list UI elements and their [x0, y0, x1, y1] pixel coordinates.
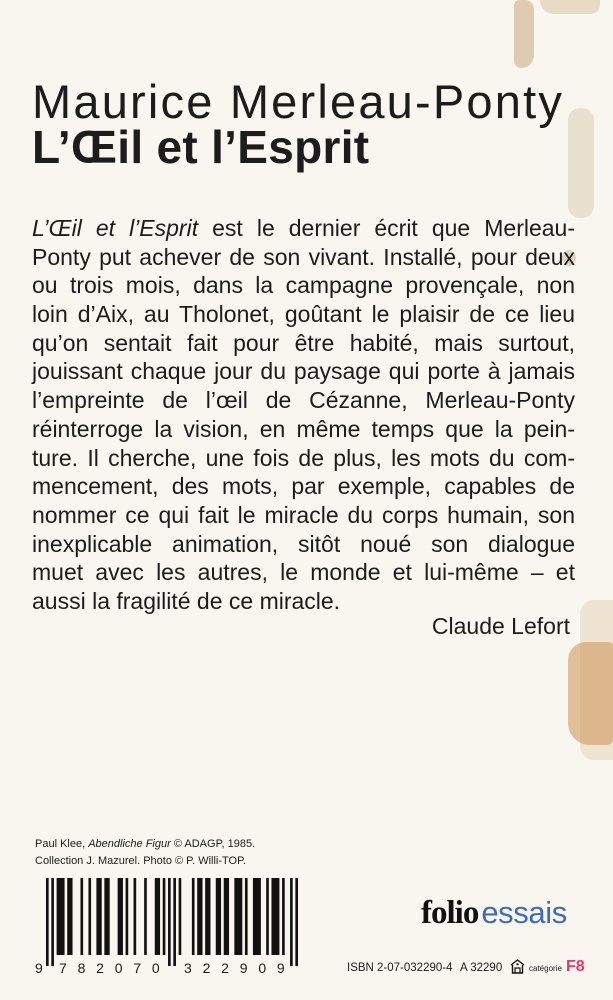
isbn-number: ISBN 2-07-032290-4	[347, 962, 453, 974]
blurb-line: jouissant chaque jour du paysage qui porte à jamais	[32, 358, 575, 385]
barcode-bar	[282, 878, 285, 955]
barcode-bar	[271, 878, 279, 955]
artwork-title: Abendliche Figur	[88, 838, 171, 850]
paper-tear	[568, 642, 613, 745]
blurb-line: réinterroge la vision, en même temps que la pein-	[32, 415, 575, 442]
barcode-left-digits: 782070	[59, 960, 171, 976]
publisher-code: A 32290	[460, 962, 503, 974]
barcode-bar	[197, 878, 202, 955]
blurb-line: nommer ce qui fait le miracle du corps humain, son	[32, 501, 575, 528]
blurb-line: loin d’Aix, au Tholonet, goûtant le plaisir de ce lieu	[32, 301, 575, 328]
barcode-bar	[155, 878, 160, 955]
barcode-bar	[253, 878, 261, 955]
blurb-line: ture. Il cherche, une fois de plus, les mots du com-	[32, 444, 575, 471]
barcode-bar	[104, 878, 109, 955]
image-credits	[35, 836, 255, 870]
artwork-credit-line	[35, 836, 255, 853]
blurb-signature: Claude Lefort	[431, 613, 570, 639]
artist-name: Paul Klee,	[35, 838, 86, 850]
barcode-guard-bar	[290, 878, 293, 966]
paper-stain	[580, 600, 613, 760]
barcode-right-digits: 322909	[184, 960, 296, 976]
barcode-bar	[96, 878, 101, 955]
blurb-line: l’empreinte de l’œil de Cézanne, Merleau-Ponty	[32, 387, 575, 414]
category-code: F8	[566, 958, 585, 975]
barcode-bar	[245, 878, 248, 955]
barcode-bar	[67, 878, 72, 955]
blurb-line: muet avec les autres, le monde et lui-même – et	[32, 559, 575, 586]
barcode-bar	[88, 878, 91, 955]
barcode-bar	[144, 878, 147, 955]
ean13-barcode	[46, 878, 298, 968]
blurb-line: aussi la fragilité de ce miracle.	[32, 587, 341, 614]
barcode-bar	[80, 878, 83, 955]
blurb-line: mencement, des mots, par exemple, capables de	[32, 473, 575, 500]
artwork-rights: © ADAGP, 1985.	[173, 838, 256, 850]
blurb-line: ou trois mois, dans la campagne provençale, non	[32, 272, 575, 299]
barcode-bar	[118, 878, 123, 955]
barcode-guard-bar	[295, 878, 298, 966]
barcode-bar	[205, 878, 210, 955]
barcode-guard-bar	[173, 878, 176, 966]
book-title: L’Œil et l’Esprit	[32, 121, 370, 173]
barcode-bar	[179, 878, 182, 955]
category-label: catégorie	[529, 964, 562, 973]
blurb-line: inexplicable animation, sitôt noué son dialogue	[32, 530, 575, 557]
barcode-bar	[163, 878, 166, 955]
blurb-paragraph	[32, 214, 575, 616]
series-brand-name: folio	[421, 895, 479, 931]
barcode-lead-digit: 9	[35, 960, 43, 976]
barcode-guard-bar	[46, 878, 49, 966]
blurb-line	[32, 214, 575, 243]
blurb-line-text: est le dernier écrit que Merleau-	[212, 215, 575, 241]
blurb-line: qu’on sentait fait pour être habité, mais surtout,	[32, 329, 575, 356]
barcode-guard-bar	[51, 878, 54, 966]
paper-stain	[568, 108, 594, 218]
barcode-guard-bar	[168, 878, 171, 966]
barcode-bar	[266, 878, 269, 955]
barcode-bar	[192, 878, 195, 955]
paper-stain	[540, 0, 600, 14]
paper-stain	[514, 0, 534, 68]
blurb-line: Ponty put achever de son vivant. Installé, pour deux	[32, 243, 575, 270]
barcode-bar	[224, 878, 229, 955]
series-logo	[421, 896, 567, 930]
barcode-bar	[57, 878, 65, 955]
series-collection-name: essais	[481, 895, 567, 930]
barcode-bar	[234, 878, 242, 955]
blurb-opening-title: L’Œil et l’Esprit	[32, 215, 199, 241]
photo-credit-line: Collection J. Mazurel. Photo © P. Willi-TOP.	[35, 855, 247, 867]
barcode-bar	[216, 878, 221, 955]
publisher-emblem-icon	[509, 959, 526, 975]
barcode-bar	[126, 878, 129, 955]
barcode-bar	[134, 878, 137, 955]
author-name: Maurice Merleau-Ponty	[32, 75, 565, 128]
